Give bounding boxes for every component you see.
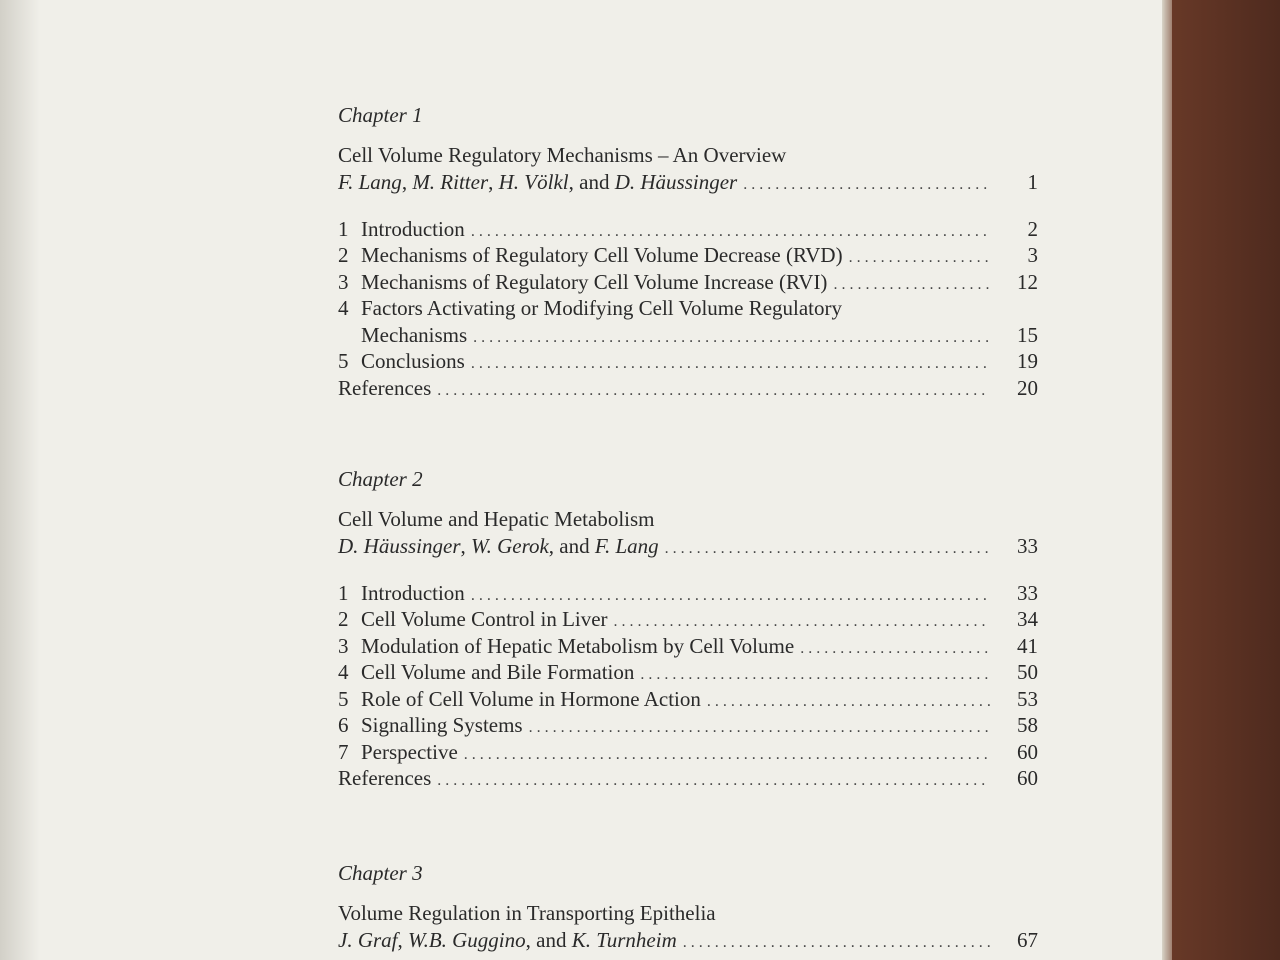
section-title: 7 Perspective [338, 739, 458, 764]
section-number: 7 [338, 739, 349, 764]
section-title: 1 Introduction [338, 580, 465, 605]
toc-entry [338, 269, 1038, 296]
chapter-authors-line [338, 533, 1038, 560]
section-title: 1 Introduction [338, 216, 465, 241]
chapter-title: Volume Regulation in Transporting Epithelia [338, 901, 716, 925]
section-title: 3 Modulation of Hepatic Metabolism by Cell Volume [338, 633, 795, 658]
page-number: 33 [1017, 534, 1038, 558]
dot-leader [437, 378, 990, 405]
page-number: 58 [1017, 713, 1038, 737]
section-title: 5 Conclusions [338, 349, 465, 373]
chapter-title: Cell Volume and Hepatic Metabolism [338, 507, 655, 531]
section-number: 4 [338, 660, 349, 684]
author-name: H. Völkl [498, 170, 569, 194]
author-name: W. Gerok [471, 534, 549, 558]
toc-entry [338, 765, 1038, 792]
dot-leader [437, 768, 990, 795]
section-number: 3 [338, 633, 349, 658]
toc-entry [338, 375, 1038, 402]
author-name: J. Graf [338, 928, 398, 952]
page-gutter-shadow [0, 0, 40, 960]
section-title: 2 Cell Volume Control in Liver [338, 607, 608, 631]
toc-entry [338, 216, 1038, 243]
section-number: 5 [338, 686, 349, 711]
page-number: 53 [1017, 686, 1038, 711]
section-number: 5 [338, 349, 349, 373]
toc-entry [338, 348, 1038, 375]
spacer [338, 196, 1038, 216]
author-separator: , [397, 928, 408, 952]
toc-entry [338, 633, 1038, 660]
page-number: 60 [1017, 739, 1038, 764]
page-number: 12 [1017, 269, 1038, 294]
dot-leader [743, 172, 990, 199]
page-number: 20 [1017, 375, 1038, 400]
author-name: W.B. Guggino [408, 928, 526, 952]
page-number: 41 [1017, 633, 1038, 658]
author-separator: , [401, 170, 413, 194]
chapter-block [338, 858, 1038, 954]
page-number: 67 [1017, 928, 1038, 952]
page-number: 3 [1027, 243, 1038, 267]
author-separator: , and [548, 534, 595, 558]
section-number: 1 [338, 580, 349, 605]
chapter-authors [338, 927, 683, 954]
toc-entry [338, 606, 1038, 633]
spacer [338, 560, 1038, 580]
chapter-label: Chapter 1 [338, 103, 423, 127]
book-cover-edge [1162, 0, 1280, 960]
author-name: M. Ritter [412, 170, 489, 194]
toc-entry [338, 242, 1038, 269]
dot-leader [665, 536, 990, 563]
dot-leader [683, 930, 990, 957]
section-number: 6 [338, 713, 349, 737]
page-number: 34 [1017, 607, 1038, 631]
section-title: 5 Role of Cell Volume in Hormone Action [338, 686, 701, 711]
section-title: 4 Factors Activating or Modifying Cell Volume Regulatory [338, 296, 843, 320]
chapter-authors-line [338, 169, 1038, 196]
page-number: 60 [1017, 766, 1038, 790]
section-title: 2 Mechanisms of Regulatory Cell Volume Decrease (RVD) [338, 243, 843, 267]
author-separator: , [460, 534, 472, 558]
section-title: 3 Mechanisms of Regulatory Cell Volume Increase (RVI) [338, 269, 828, 294]
chapter-authors [338, 533, 665, 560]
author-name: D. Häussinger [614, 170, 738, 194]
section-title-continued: Mechanisms [361, 322, 468, 347]
chapter-label: Chapter 3 [338, 861, 423, 885]
page-number: 33 [1017, 580, 1038, 605]
author-separator: , and [525, 928, 572, 952]
section-number: 2 [338, 243, 349, 267]
section-title: References [338, 375, 432, 400]
page-number: 2 [1027, 216, 1038, 241]
chapter-authors-line [338, 927, 1038, 954]
author-separator: , [488, 170, 499, 194]
page-number: 50 [1017, 660, 1038, 684]
author-name: F. Lang [594, 534, 659, 558]
toc-entry [338, 580, 1038, 607]
section-title: References [338, 766, 432, 790]
section-number: 4 [338, 296, 349, 320]
toc-entry [338, 659, 1038, 686]
section-number: 1 [338, 216, 349, 241]
toc-entry [338, 712, 1038, 739]
toc-entry [338, 739, 1038, 766]
section-title: 4 Cell Volume and Bile Formation [338, 660, 635, 684]
chapter-title: Cell Volume Regulatory Mechanisms – An Overview [338, 143, 787, 167]
author-name: F. Lang [338, 170, 402, 194]
toc-entry [338, 295, 1038, 322]
author-separator: , and [568, 170, 615, 194]
page-number: 15 [1017, 322, 1038, 347]
toc-entry-continued [338, 322, 1038, 349]
section-number: 2 [338, 607, 349, 631]
chapter-authors [338, 169, 743, 196]
author-name: D. Häussinger [338, 534, 461, 558]
section-title: 6 Signalling Systems [338, 713, 523, 737]
author-name: K. Turnheim [571, 928, 677, 952]
toc-entry [338, 686, 1038, 713]
chapter-label: Chapter 2 [338, 467, 423, 491]
page-number: 1 [1027, 170, 1038, 194]
section-number: 3 [338, 269, 349, 294]
chapter-block [338, 464, 1038, 792]
chapter-block [338, 100, 1038, 401]
page-number: 19 [1017, 349, 1038, 373]
